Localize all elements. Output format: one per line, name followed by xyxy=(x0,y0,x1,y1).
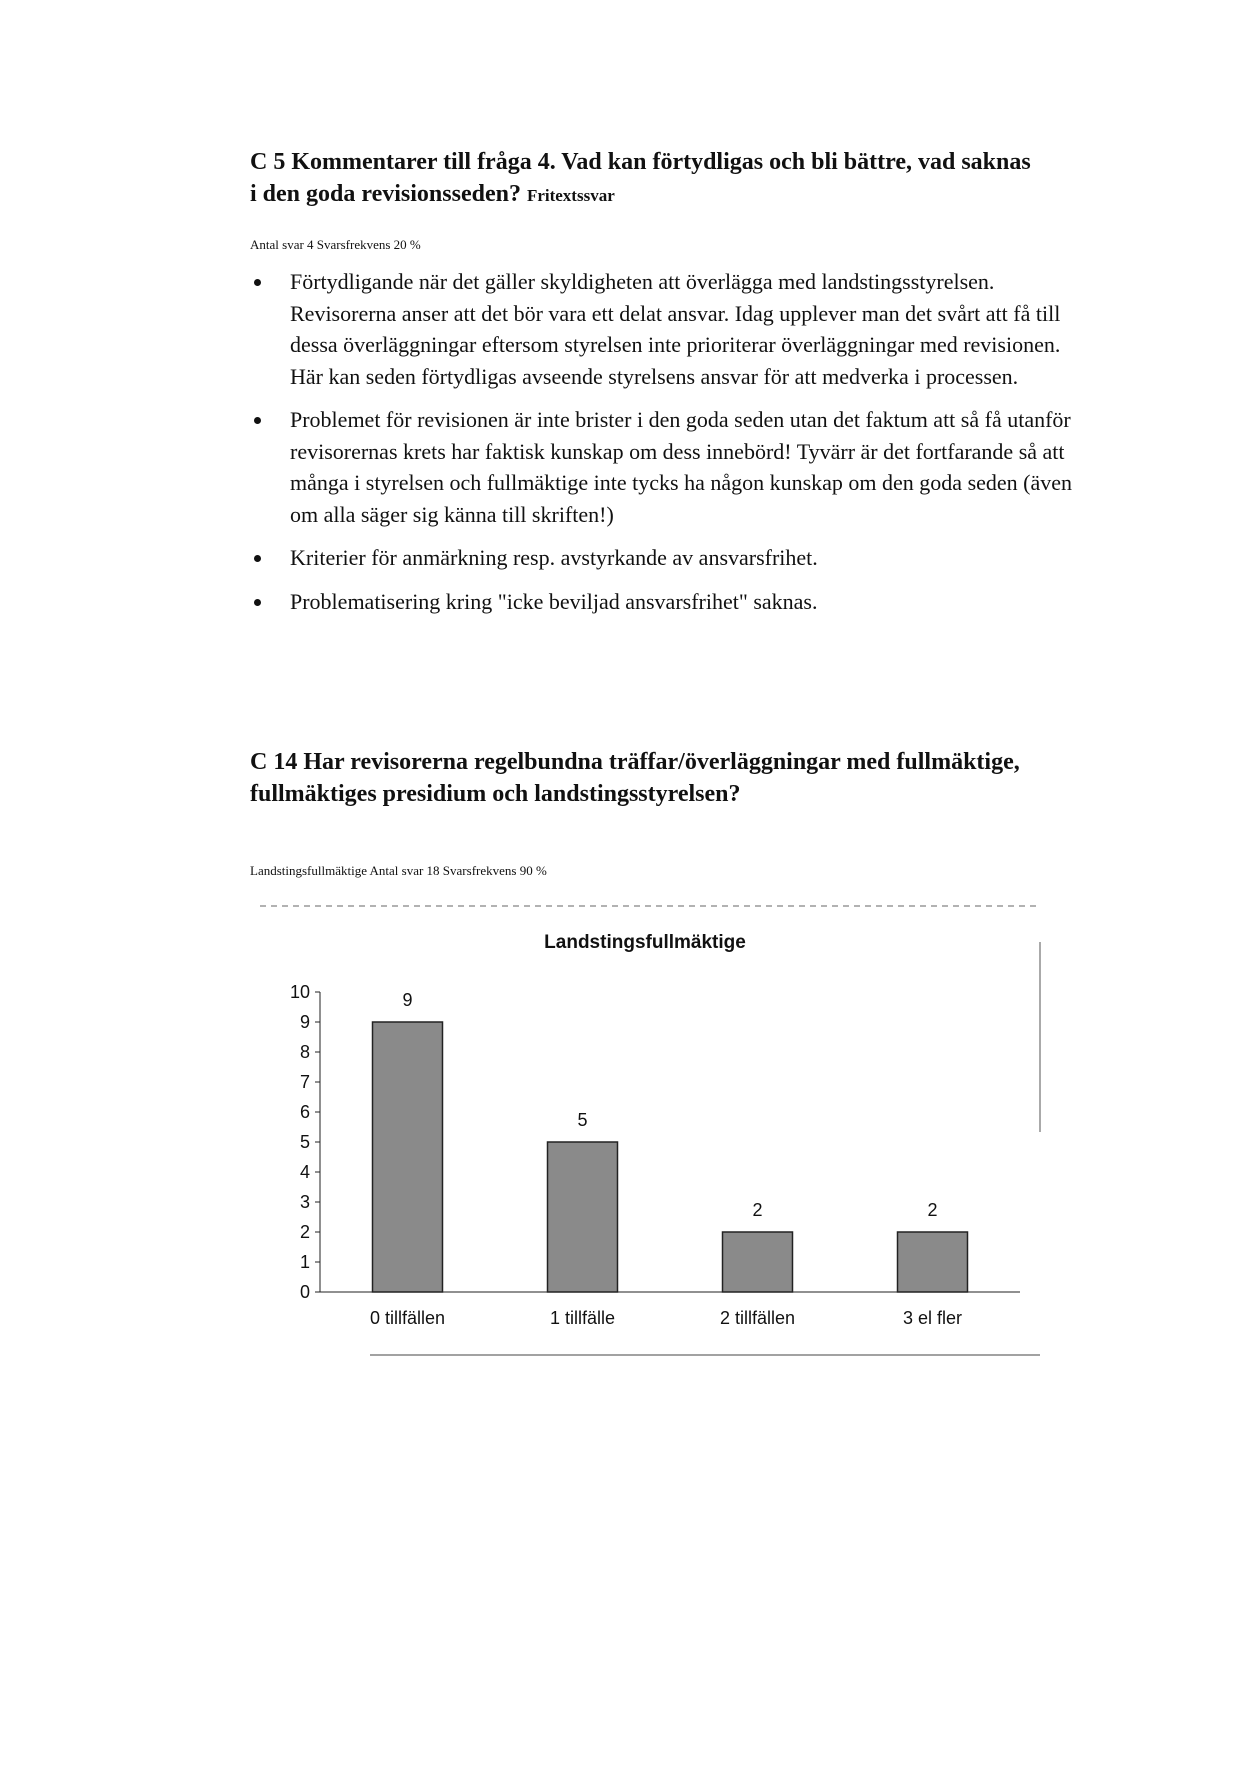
section-heading xyxy=(250,146,1040,212)
bar xyxy=(723,1232,793,1292)
y-tick-label: 9 xyxy=(299,1012,310,1032)
y-tick-label: 2 xyxy=(299,1222,310,1242)
comment-text: Problemet för revisionen är inte brister i den goda seden utan det faktum att så få utanför revisorernas krets har faktisk kunskap om dess innebörd! Tyvärr är det fortfarande så att många i styrelsen och fullmäktige inte tycks ha någon kunskap om den goda seden (även om alla säger sig känna till skriften!) xyxy=(290,407,1073,527)
comment-list xyxy=(250,266,1090,629)
y-tick-label: 3 xyxy=(299,1192,310,1212)
list-item xyxy=(250,266,1090,392)
response-stats: Antal svar 4 Svarsfrekvens 20 % xyxy=(250,237,421,252)
bar-chart xyxy=(250,892,1050,1362)
plot-area xyxy=(290,982,1020,1328)
category-label: 3 el fler xyxy=(902,1308,963,1328)
y-tick-label: 10 xyxy=(289,982,310,1002)
category-label: 0 tillfällen xyxy=(369,1308,446,1328)
data-label: 5 xyxy=(577,1110,588,1130)
category-label: 1 tillfälle xyxy=(549,1308,616,1328)
answer-type-label: Fritextssvar xyxy=(526,186,615,205)
y-tick-label: 7 xyxy=(299,1072,310,1092)
bar xyxy=(898,1232,968,1292)
bullet-icon xyxy=(254,417,261,424)
y-tick-label: 5 xyxy=(299,1132,310,1152)
bullet-icon xyxy=(254,279,261,286)
list-item xyxy=(250,586,1090,618)
list-item xyxy=(250,542,1090,574)
chart-title: Landstingsfullmäktige xyxy=(544,932,746,953)
bullet-icon xyxy=(254,555,261,562)
bar xyxy=(373,1022,443,1292)
category-label: 2 tillfällen xyxy=(719,1308,796,1328)
response-stats: Landstingsfullmäktige Antal svar 18 Svarsfrekvens 90 % xyxy=(250,863,547,878)
bullet-icon xyxy=(254,599,261,606)
data-label: 2 xyxy=(927,1200,938,1220)
y-tick-label: 8 xyxy=(299,1042,310,1062)
data-label: 2 xyxy=(752,1200,763,1220)
data-label: 9 xyxy=(402,990,413,1010)
y-tick-label: 6 xyxy=(299,1102,310,1122)
bar xyxy=(548,1142,618,1292)
question-heading: C 14 Har revisorerna regelbundna träffar/överläggningar med fullmäktige, fullmäktiges presidium och landstingsstyrelsen? xyxy=(250,749,1020,807)
comment-text: Kriterier för anmärkning resp. avstyrkande av ansvarsfrihet. xyxy=(290,545,818,570)
heading-text: C 5 Kommentarer till fråga 4. Vad kan förtydligas och bli bättre, vad saknas i den goda revisionsseden? xyxy=(250,149,1031,207)
comment-text: Problematisering kring "icke beviljad ansvarsfrihet" saknas. xyxy=(290,588,818,614)
y-tick-label: 0 xyxy=(299,1282,310,1302)
y-tick-label: 4 xyxy=(299,1162,310,1182)
comment-text: Förtydligande när det gäller skyldigheten att överlägga med landstingsstyrelsen. Revisorerna anser att det bör vara ett delat ansvar. Idag upplever man det svårt att få till dessa överläggningar eftersom styrelsen inte prioriterar överläggningar med revisionen. Här kan seden förtydligas avseende styrelsens ansvar för att medverka i processen. xyxy=(290,269,1061,389)
list-item xyxy=(250,404,1090,530)
y-tick-label: 1 xyxy=(299,1252,310,1272)
